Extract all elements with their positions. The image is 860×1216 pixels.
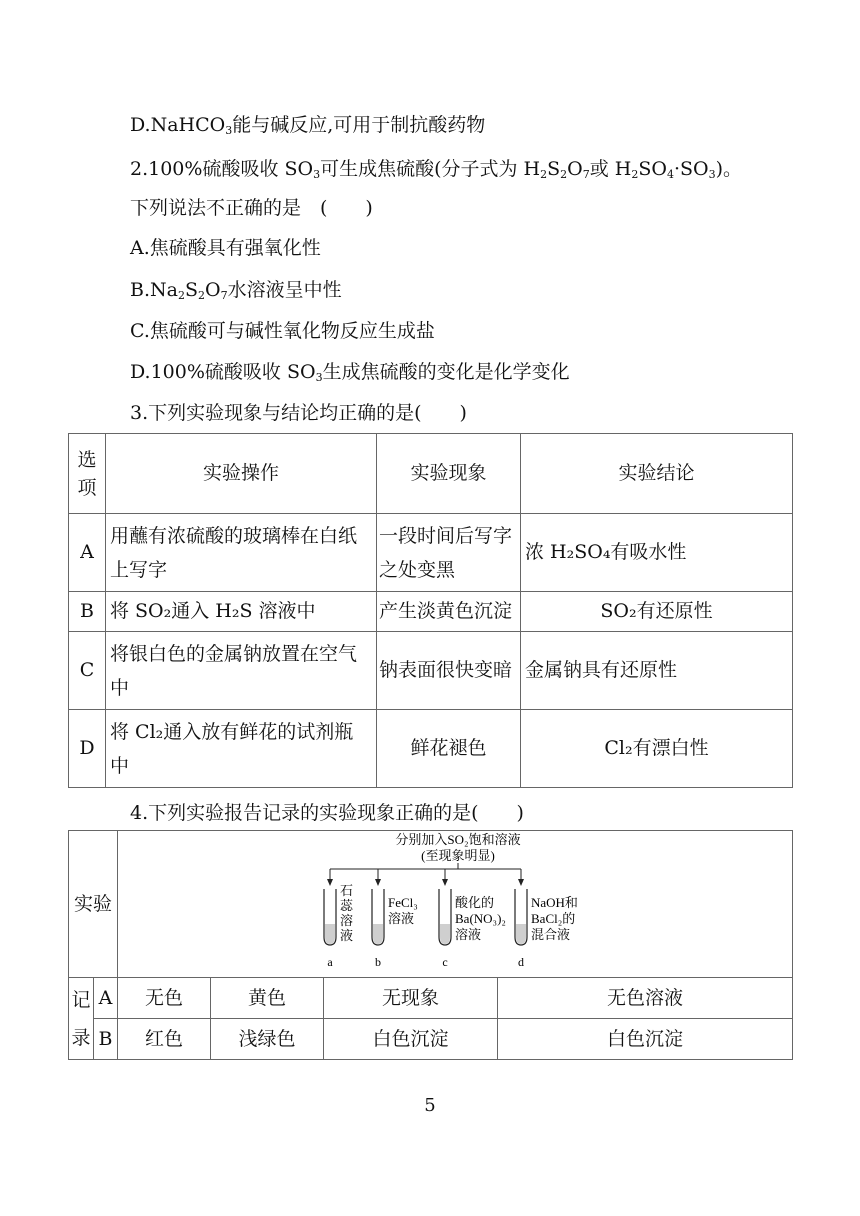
row-option: B — [69, 592, 106, 632]
cell-d: 无色溶液 — [498, 978, 793, 1019]
solution-label: 混合液 — [531, 927, 571, 942]
solution-label: 溶液 — [388, 911, 415, 926]
row-operation: 用蘸有浓硫酸的玻璃棒在白纸上写字 — [106, 514, 377, 592]
table-row — [69, 632, 793, 710]
table-row — [69, 592, 793, 632]
experiment-diagram-cell — [118, 831, 793, 978]
solution-label: 石 — [340, 883, 354, 898]
diagram-title: 分别加入SO₂饱和溶液 — [395, 832, 521, 847]
solution-label: 溶 — [340, 913, 354, 928]
tube-label: b — [375, 955, 381, 969]
header-operation: 实验操作 — [106, 434, 377, 514]
row-conclusion: 金属钠具有还原性 — [521, 632, 793, 710]
cell-a: 无色 — [118, 978, 211, 1019]
page-number: 5 — [424, 1095, 436, 1116]
tube-liquid — [440, 924, 450, 944]
q3-table — [68, 433, 793, 788]
row-operation: 将银白色的金属钠放置在空气中 — [106, 632, 377, 710]
q2-stem-line2: 下列说法不正确的是 ( ) — [130, 197, 373, 219]
header-phenomenon: 实验现象 — [377, 434, 521, 514]
row-conclusion: Cl₂有漂白性 — [521, 710, 793, 788]
cell-a: 红色 — [118, 1019, 211, 1060]
solution-label: BaCl₂的 — [531, 911, 576, 926]
row-operation: 将 SO₂通入 H₂S 溶液中 — [106, 592, 377, 632]
table-row — [69, 710, 793, 788]
solution-label: Ba(NO₃)₂ — [455, 911, 506, 926]
row-operation: 将 Cl₂通入放有鲜花的试剂瓶中 — [106, 710, 377, 788]
table-row — [69, 514, 793, 592]
solution-label: 酸化的 — [455, 895, 495, 910]
solution-label: NaOH和 — [531, 895, 578, 910]
tube-liquid — [325, 924, 335, 944]
q3-stem: 3.下列实验现象与结论均正确的是( ) — [130, 402, 467, 424]
row-phenomenon: 鲜花褪色 — [377, 710, 521, 788]
cell-c: 无现象 — [324, 978, 498, 1019]
q4-table — [68, 830, 793, 1060]
row-conclusion: 浓 H₂SO₄有吸水性 — [521, 514, 793, 592]
tube-liquid — [373, 924, 383, 944]
cell-c: 白色沉淀 — [324, 1019, 498, 1060]
tube-label: d — [518, 955, 524, 969]
row-option: A — [94, 978, 118, 1019]
row-option: C — [69, 632, 106, 710]
q2-option-d: D.100%硫酸吸收 $SO_3$生成焦硫酸的变化是化学变化 — [130, 361, 570, 384]
header-option: 选项 — [69, 434, 106, 514]
solution-label: 溶液 — [455, 927, 482, 942]
row-option: A — [69, 514, 106, 592]
q2-option-a: A.焦硫酸具有强氧化性 — [130, 237, 321, 259]
q2-stem: 2.100%硫酸吸收 $SO_3$可生成焦硫酸(分子式为 $H_2S_2O_7$或 $H_2SO_4\cdot SO_3$)。 — [130, 158, 742, 181]
cell-d: 白色沉淀 — [498, 1019, 793, 1060]
solution-label: FeCl₃ — [388, 895, 418, 910]
experiment-row — [69, 831, 793, 978]
experiment-label: 实验 — [69, 831, 118, 978]
tube-label: c — [442, 955, 448, 969]
tube-liquid — [516, 924, 526, 944]
arrow-head-icon — [518, 879, 524, 886]
tube-label: a — [327, 955, 333, 969]
row-phenomenon: 一段时间后写字之处变黑 — [377, 514, 521, 592]
solution-label: 液 — [340, 928, 354, 943]
arrow-head-icon — [327, 879, 333, 886]
q2-option-b: $B.Na_2S_2O_7$水溶液呈中性 — [130, 279, 342, 302]
row-option: B — [94, 1019, 118, 1060]
cell-b: 黄色 — [211, 978, 324, 1019]
record-label: 记录 — [69, 978, 94, 1060]
arrow-head-icon — [375, 879, 381, 886]
record-row — [69, 978, 793, 1019]
cell-b: 浅绿色 — [211, 1019, 324, 1060]
row-phenomenon: 钠表面很快变暗 — [377, 632, 521, 710]
header-conclusion: 实验结论 — [521, 434, 793, 514]
q1-option-d: D.NaHCO$_3$能与碱反应,可用于制抗酸药物 — [130, 114, 486, 137]
table-header-row — [69, 434, 793, 514]
experiment-diagram — [118, 831, 791, 977]
record-row — [69, 1019, 793, 1060]
arrow-head-icon — [442, 879, 448, 886]
solution-label: 蕊 — [340, 898, 354, 913]
q4-stem: 4.下列实验报告记录的实验现象正确的是( ) — [130, 802, 524, 824]
diagram-subtitle: (至现象明显) — [421, 848, 495, 863]
row-conclusion: SO₂有还原性 — [521, 592, 793, 632]
q2-option-c: C.焦硫酸可与碱性氧化物反应生成盐 — [130, 320, 435, 342]
row-phenomenon: 产生淡黄色沉淀 — [377, 592, 521, 632]
row-option: D — [69, 710, 106, 788]
